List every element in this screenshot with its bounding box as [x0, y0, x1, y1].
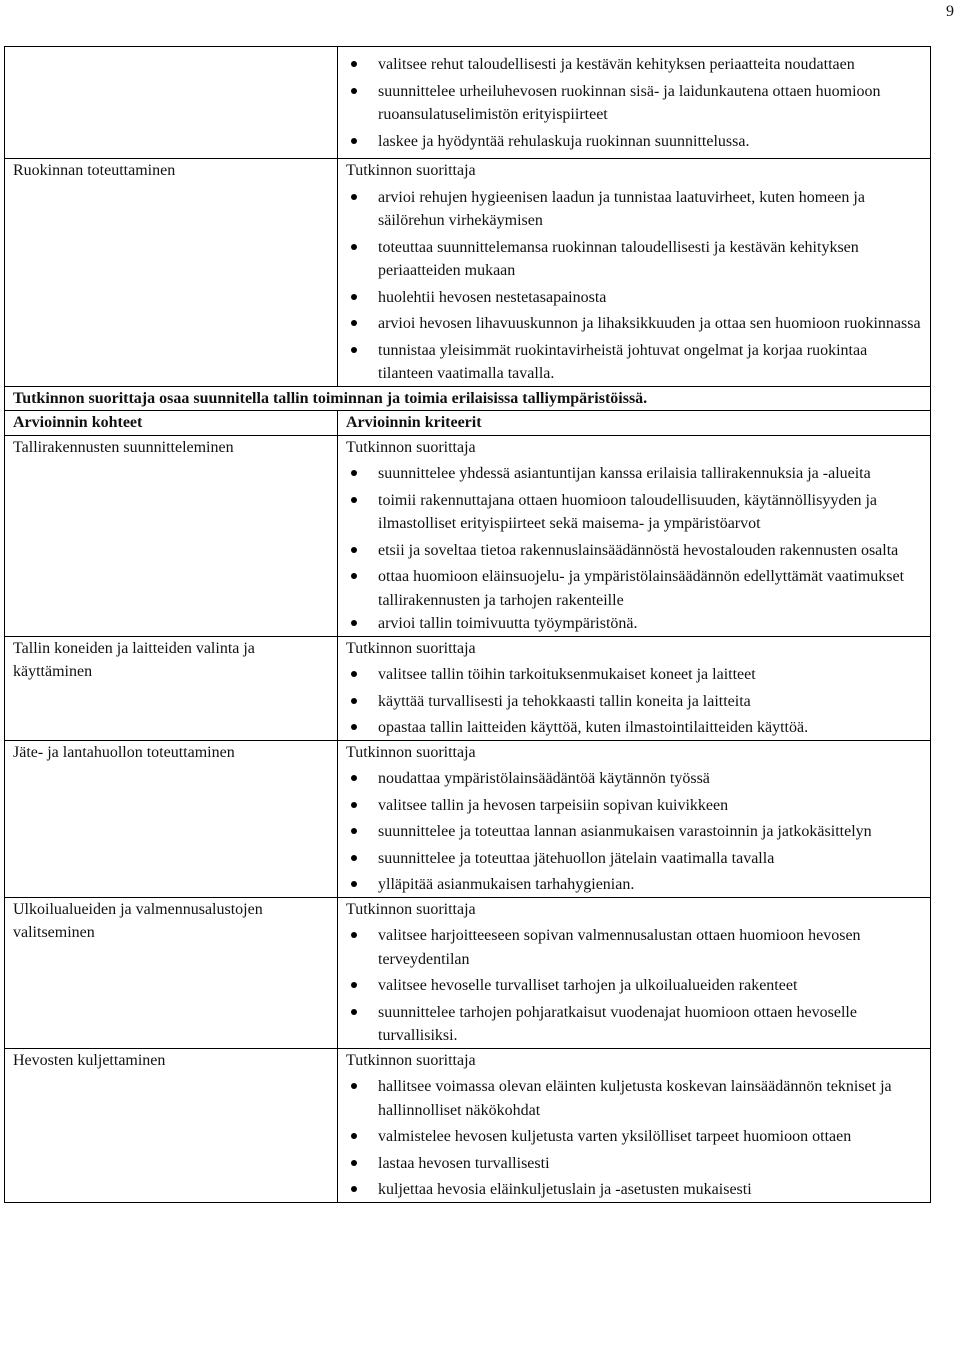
table-row	[5, 435, 931, 636]
list-item: arvioi tallin toimivuutta työympäristönä.	[346, 612, 924, 636]
criteria-subtitle: Tutkinnon suorittaja	[346, 162, 476, 179]
list-item: lastaa hevosen turvallisesti	[346, 1152, 924, 1176]
list-item: toimii rakennuttajana ottaen huomioon taloudellisuuden, käytännöllisyyden ja ilmastolliset erityispiirteet sekä maisema- ja ympäristöarvot	[346, 489, 924, 536]
table-row	[5, 740, 931, 897]
list-item: ottaa huomioon eläinsuojelu- ja ympäristölainsäädännön edellyttämät vaatimukset tallirakennusten ja tarhojen rakenteille	[346, 565, 924, 612]
target-label: Tallirakennusten suunnitteleminen	[13, 438, 234, 456]
criteria-subtitle: Tutkinnon suorittaja	[346, 1051, 476, 1069]
criteria-cell	[338, 435, 931, 636]
criteria-cell	[338, 159, 931, 387]
criteria-cell	[338, 1048, 931, 1202]
list-item: suunnittelee ja toteuttaa jätehuollon jätelain vaatimalla tavalla	[346, 847, 924, 871]
list-item: etsii ja soveltaa tietoa rakennuslainsäädännöstä hevostalouden rakennusten osalta	[346, 539, 924, 563]
table-header-row	[5, 411, 931, 436]
table-row	[5, 159, 931, 387]
table-row	[5, 636, 931, 740]
list-item: kuljettaa hevosia eläinkuljetuslain ja -asetusten mukaisesti	[346, 1178, 924, 1202]
criteria-cell	[338, 47, 931, 159]
target-cell	[5, 636, 338, 740]
criteria-subtitle: Tutkinnon suorittaja	[346, 438, 476, 456]
list-item: valitsee harjoitteeseen sopivan valmennusalustan ottaen huomioon hevosen terveydentilan	[346, 924, 924, 971]
list-item: tunnistaa yleisimmät ruokintavirheistä johtuvat ongelmat ja korjaa ruokintaa tilanteen vaatimalla tavalla.	[346, 339, 924, 386]
table-row	[5, 897, 931, 1048]
col-header-targets: Arvioinnin kohteet	[5, 411, 338, 436]
list-item: suunnittelee tarhojen pohjaratkaisut vuodenajat huomioon ottaen hevoselle turvallisiksi.	[346, 1001, 924, 1048]
list-item: laskee ja hyödyntää rehulaskuja ruokinnan suunnittelussa.	[346, 130, 924, 154]
target-cell	[5, 1048, 338, 1202]
target-label: Ulkoilualueiden ja valmennusalustojen valitseminen	[13, 900, 263, 941]
list-item: huolehtii hevosen nestetasapainosta	[346, 286, 924, 310]
table-row	[5, 386, 931, 411]
list-item: ylläpitää asianmukaisen tarhahygienian.	[346, 873, 924, 897]
criteria-subtitle: Tutkinnon suorittaja	[346, 639, 476, 657]
list-item: toteuttaa suunnittelemansa ruokinnan taloudellisesti ja kestävän kehityksen periaatteiden mukaan	[346, 236, 924, 283]
list-item: valitsee tallin ja hevosen tarpeisiin sopivan kuivikkeen	[346, 794, 924, 818]
list-item: opastaa tallin laitteiden käyttöä, kuten ilmastointilaitteiden käyttöä.	[346, 716, 924, 740]
col-header-criteria: Arvioinnin kriteerit	[338, 411, 931, 436]
list-item: valmistelee hevosen kuljetusta varten yksilölliset tarpeet huomioon ottaen	[346, 1125, 924, 1149]
criteria-cell	[338, 636, 931, 740]
criteria-table	[4, 46, 931, 1203]
target-cell	[5, 47, 338, 159]
list-item: valitsee rehut taloudellisesti ja kestävän kehityksen periaatteita noudattaen	[346, 53, 924, 77]
list-item: valitsee hevoselle turvalliset tarhojen ja ulkoilualueiden rakenteet	[346, 974, 924, 998]
list-item: valitsee tallin töihin tarkoituksenmukaiset koneet ja laitteet	[346, 663, 924, 687]
list-item: hallitsee voimassa olevan eläinten kuljetusta koskevan lainsäädännön tekniset ja hallinnolliset näkökohdat	[346, 1075, 924, 1122]
target-label: Hevosten kuljettaminen	[13, 1051, 166, 1069]
list-item: suunnittelee ja toteuttaa lannan asianmukaisen varastoinnin ja jatkokäsittelyn	[346, 820, 924, 844]
target-label: Jäte- ja lantahuollon toteuttaminen	[13, 743, 235, 761]
page-number: 9	[946, 3, 954, 20]
list-item: suunnittelee yhdessä asiantuntijan kanssa erilaisia tallirakennuksia ja -alueita	[346, 462, 924, 486]
target-cell	[5, 740, 338, 897]
section-heading: Tutkinnon suorittaja osaa suunnitella tallin toiminnan ja toimia erilaisissa talliympäristöissä.	[5, 386, 931, 411]
table-row	[5, 47, 931, 159]
table-row	[5, 1048, 931, 1202]
list-item: arvioi rehujen hygieenisen laadun ja tunnistaa laatuvirheet, kuten homeen ja säilörehun virhekäymisen	[346, 186, 924, 233]
list-item: suunnittelee urheiluhevosen ruokinnan sisä- ja laidunkautena ottaen huomioon ruoansulatuselimistön erityispiirteet	[346, 80, 924, 127]
target-cell	[5, 159, 338, 387]
target-cell	[5, 435, 338, 636]
list-item: noudattaa ympäristölainsäädäntöä käytännön työssä	[346, 767, 924, 791]
target-label: Ruokinnan toteuttaminen	[13, 162, 176, 179]
criteria-cell	[338, 897, 931, 1048]
criteria-subtitle: Tutkinnon suorittaja	[346, 743, 476, 761]
list-item: arvioi hevosen lihavuuskunnon ja lihaksikkuuden ja ottaa sen huomioon ruokinnassa	[346, 312, 924, 336]
target-cell	[5, 897, 338, 1048]
list-item: käyttää turvallisesti ja tehokkaasti tallin koneita ja laitteita	[346, 690, 924, 714]
criteria-cell	[338, 740, 931, 897]
criteria-subtitle: Tutkinnon suorittaja	[346, 900, 476, 918]
target-label: Tallin koneiden ja laitteiden valinta ja käyttäminen	[13, 639, 255, 680]
